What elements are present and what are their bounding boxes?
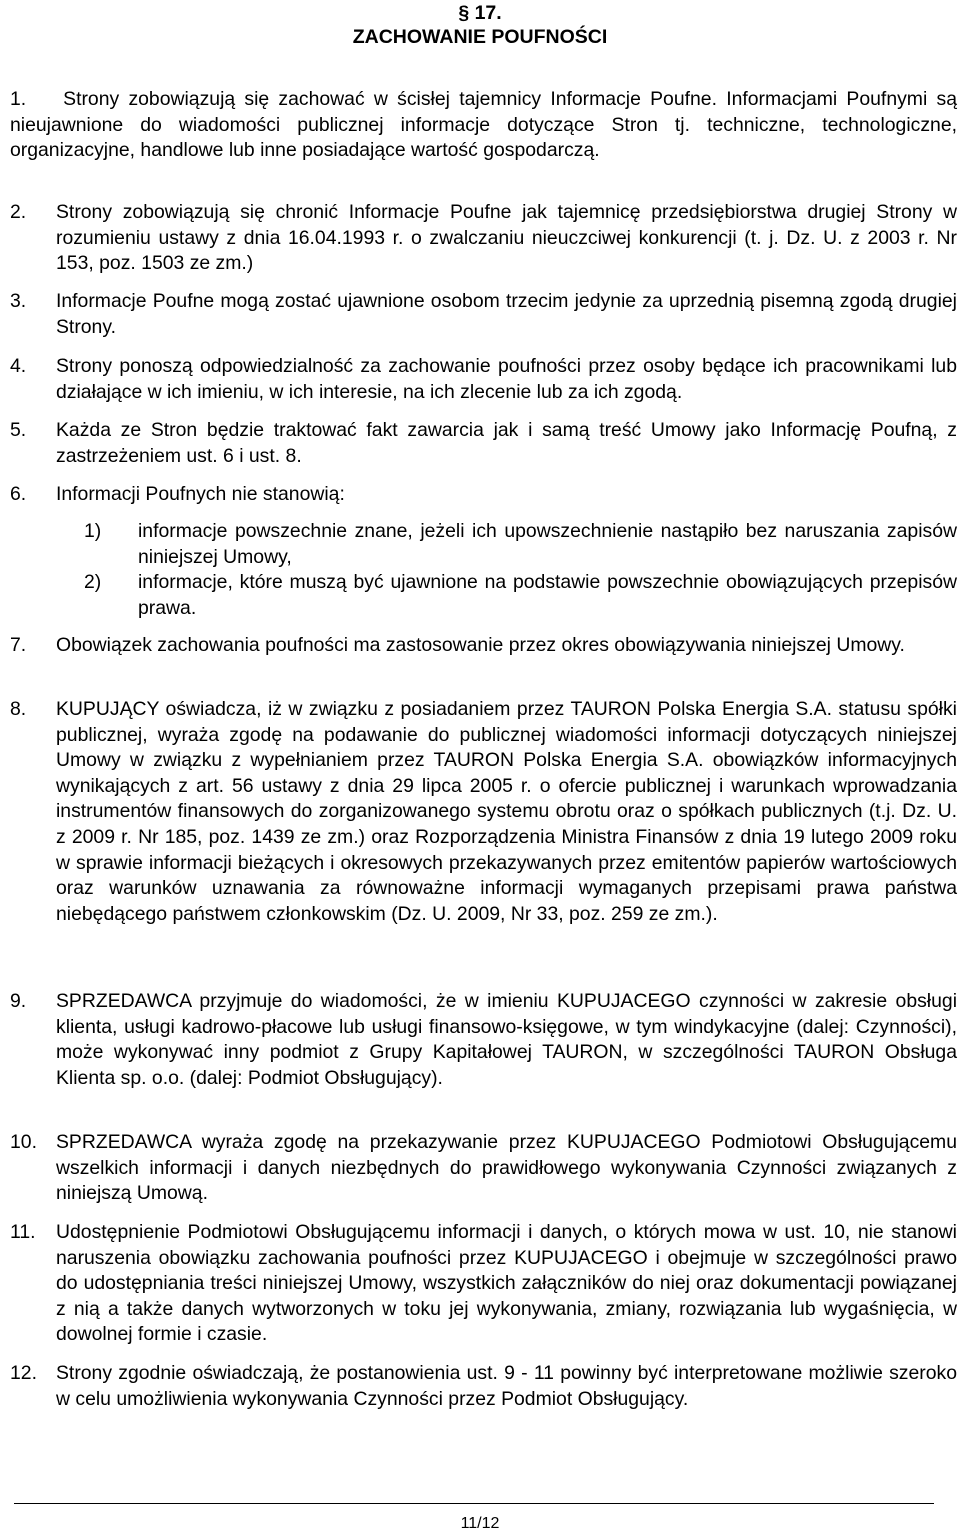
section-title: ZACHOWANIE POUFNOŚCI bbox=[352, 26, 608, 48]
paragraph-body: Informacji Poufnych nie stanowią: bbox=[56, 483, 345, 505]
page-number: 11/12 bbox=[460, 1515, 500, 1532]
paragraph-body: SPRZEDAWCA przyjmuje do wiadomości, że w imieniu KUPUJACEGO czynności w zakresie obsługi klienta, usługi kadrowo-płacowe lub usługi finansowo-księgowe, w tym windykacyjne (dalej: Czynności), może wykonywać inny podmiot z Grupy Kapitałowej TAURON, w szczególności TAURON Obsługa Klienta sp. o.o. (dalej: Podmiot Obsługujący). bbox=[56, 990, 957, 1089]
paragraph-number: 11. bbox=[10, 1221, 36, 1243]
paragraph-number: 6. bbox=[10, 483, 27, 505]
paragraph-number: 3. bbox=[10, 290, 27, 312]
paragraph-body: Strony zobowiązują się chronić Informacje Poufne jak tajemnicę przedsiębiorstwa drugiej Strony w rozumieniu ustawy z dnia 16.04.1993 r. o zwalczaniu nieuczciwej konkurencji (t. j. Dz. U. z 2003 r. Nr 153, poz. 1503 ze zm.) bbox=[56, 201, 957, 275]
paragraph-number: 1. bbox=[10, 88, 27, 110]
paragraph-body: KUPUJĄCY oświadcza, iż w związku z posiadaniem przez TAURON Polska Energia S.A. statusu spółki publicznej, wyraża zgodę na podawanie do publicznej wiadomości informacji dotyczących niniejszej Umowy w związku z wypełnianiem przez TAURON Polska Energia S.A. obowiązków informacyjnych wynikających z art. 56 ustawy z dnia 29 lipca 2005 r. o ofercie publicznej i warunkach wprowadzania instrumentów finansowych do zorganizowanego systemu obrotu oraz o spółkach publicznych (t.j. Dz. U. z 2009 r. Nr 185, poz. 1439 ze zm.) oraz Rozporządzenia Ministra Finansów z dnia 19 lutego 2009 roku w sprawie informacji bieżących i okresowych przekazywanych przez emitentów papierów wartościowych oraz warunków uznawania za równoważne informacji wymaganych przepisami prawa państwa niebędącego państwem członkowskim (Dz. U. 2009, Nr 33, poz. 259 ze zm.). bbox=[56, 698, 957, 925]
paragraph-number: 2. bbox=[10, 201, 27, 223]
subitem-number: 2) bbox=[84, 571, 102, 593]
paragraph-body: Strony zobowiązują się zachować w ścisłej tajemnicy Informacje Poufne. Informacjami Poufnymi są nieujawnione do wiadomości publicznej informacje dotyczące Stron tj. techniczne, technologiczne, organizacyjne, handlowe lub inne posiadające wartość gospodarczą. bbox=[10, 88, 957, 162]
subitem-body: informacje powszechnie znane, jeżeli ich upowszechnienie nastąpiło bez naruszania zapisów niniejszej Umowy, bbox=[138, 520, 957, 568]
paragraph-body: Informacje Poufne mogą zostać ujawnione osobom trzecim jedynie za uprzednią pisemną zgodą drugiej Strony. bbox=[56, 290, 957, 338]
paragraph-number: 8. bbox=[10, 698, 27, 720]
paragraph-number: 9. bbox=[10, 990, 27, 1012]
paragraph-body: Strony ponoszą odpowiedzialność za zachowanie poufności przez osoby będące ich pracownikami lub działające w ich imieniu, w ich interesie, na ich zlecenie lub za ich zgodą. bbox=[56, 355, 957, 403]
footer-divider bbox=[14, 1503, 934, 1504]
paragraph-body: SPRZEDAWCA wyraża zgodę na przekazywanie przez KUPUJACEGO Podmiotowi Obsługującemu wszelkich informacji i danych niezbędnych do prawidłowego wykonywania Czynności związanych z niniejszą Umową. bbox=[56, 1131, 957, 1205]
subitem-body: informacje, które muszą być ujawnione na podstawie powszechnie obowiązujących przepisów prawa. bbox=[138, 571, 957, 619]
paragraph-number: 12. bbox=[10, 1362, 37, 1384]
paragraph-body: Każda ze Stron będzie traktować fakt zawarcia jak i samą treść Umowy jako Informację Poufną, z zastrzeżeniem ust. 6 i ust. 8. bbox=[56, 419, 957, 467]
paragraph-body: Udostępnienie Podmiotowi Obsługującemu informacji i danych, o których mowa w ust. 10, nie stanowi naruszenia obowiązku zachowania poufności przez KUPUJACEGO i obejmuje w szczególności prawo do udostępniania treści niniejszej Umowy, wszystkich załączników do niej oraz dokumentacji powiązanej z nią a także danych wytworzonych w toku jej wykonywania, zmiany, rozwiązania lub wygaśnięcia, w dowolnej formie i czasie. bbox=[56, 1221, 957, 1346]
paragraph-number: 10. bbox=[10, 1131, 37, 1153]
paragraph-number: 4. bbox=[10, 355, 27, 377]
subitem-number: 1) bbox=[84, 520, 102, 542]
paragraph-number: 7. bbox=[10, 634, 27, 656]
paragraph-body: Obowiązek zachowania poufności ma zastosowanie przez okres obowiązywania niniejszej Umowy. bbox=[56, 634, 905, 656]
paragraph-body: Strony zgodnie oświadczają, że postanowienia ust. 9 - 11 powinny być interpretowane możliwie szeroko w celu umożliwienia wykonywania Czynności przez Podmiot Obsługujący. bbox=[56, 1362, 957, 1410]
paragraph-number: 5. bbox=[10, 419, 27, 441]
section-number: § 17. bbox=[458, 2, 502, 24]
paragraph-text bbox=[10, 87, 957, 164]
